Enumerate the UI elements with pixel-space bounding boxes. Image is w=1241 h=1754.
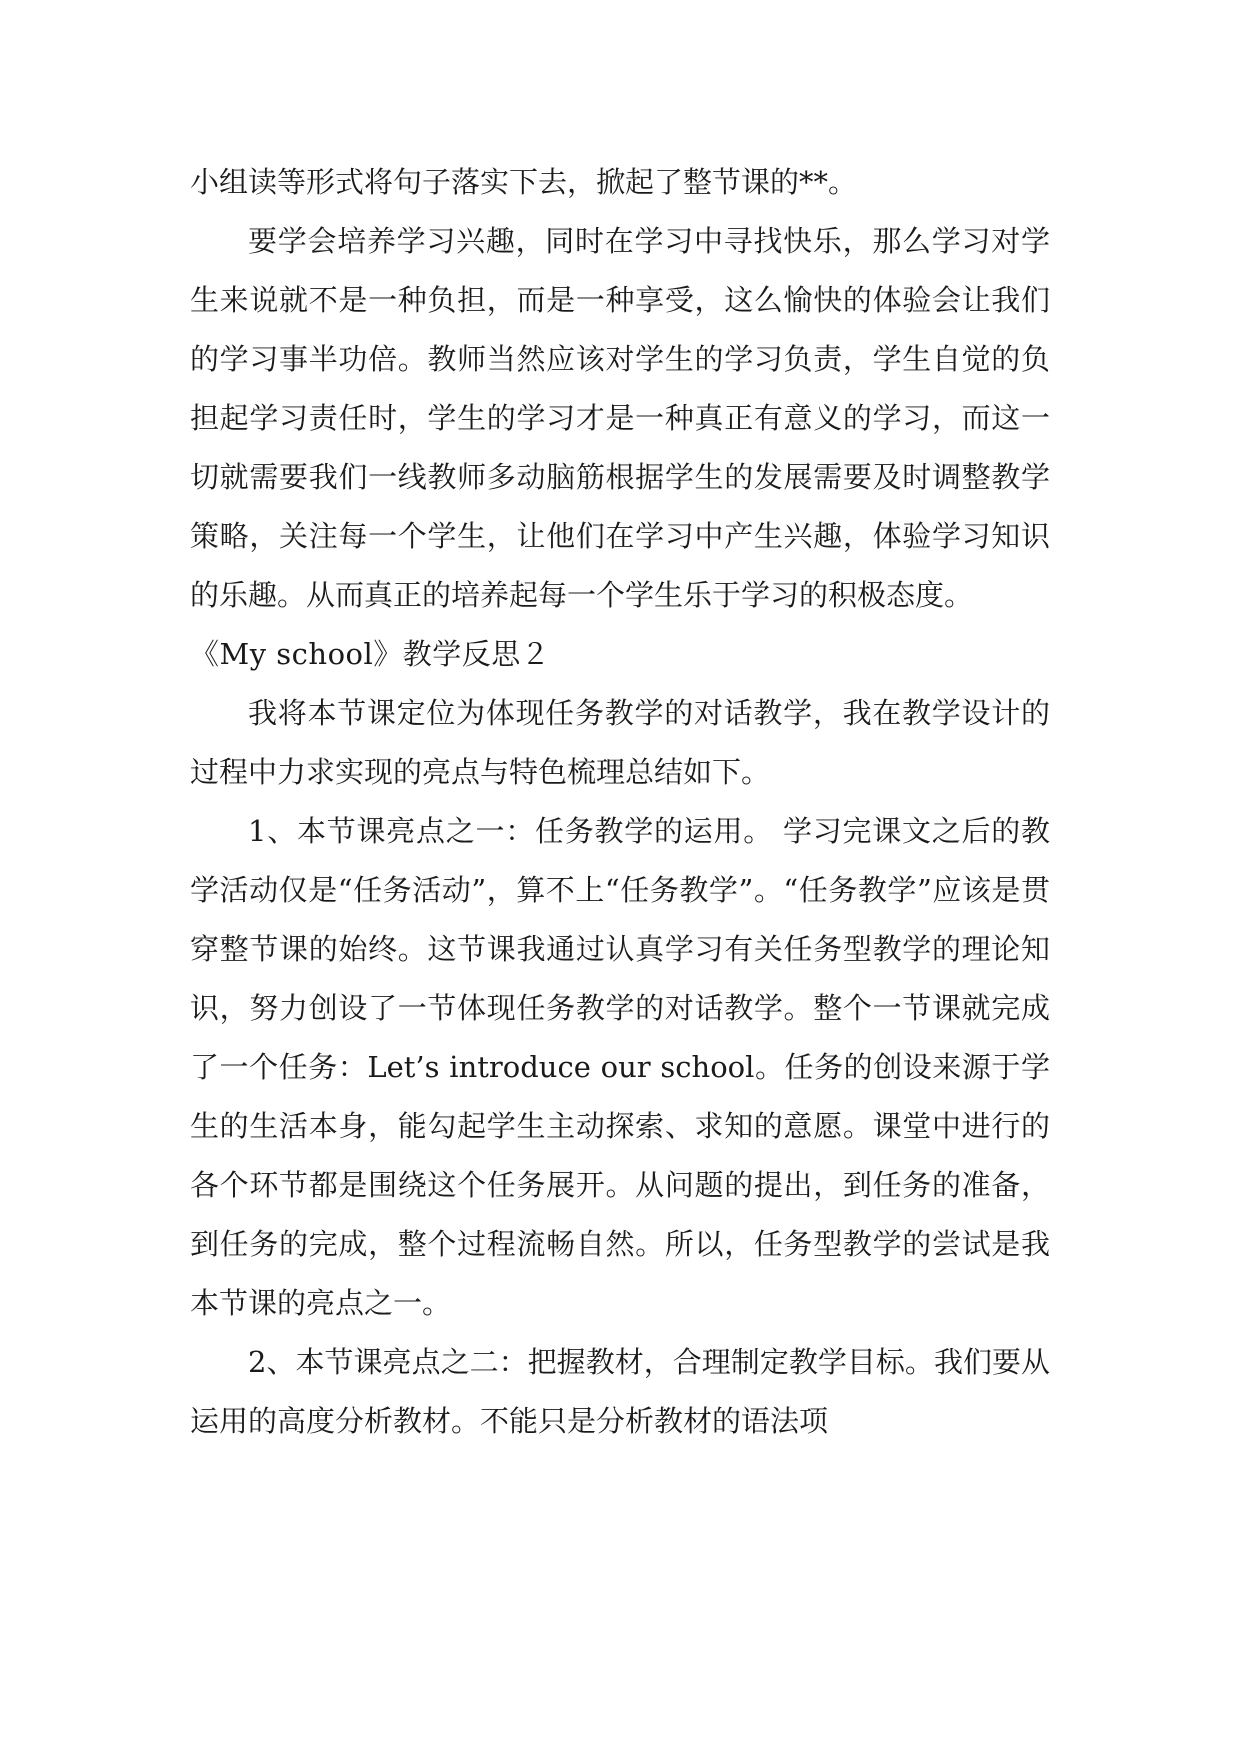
paragraph-highlight-2: 2、本节课亮点之二：把握教材，合理制定教学目标。我们要从运用的高度分析教材。不能只是分析教材的语法项 (190, 1345, 1050, 1438)
paragraph-interest: 要学会培养学习兴趣，同时在学习中寻找快乐，那么学习对学生来说就不是一种负担，而是一种享受，这么愉快的体验会让我们的学习事半功倍。教师当然应该对学生的学习负责，学生自觉的负担起学习责任时，学生的学习才是一种真正有意义的学习，而这一切就需要我们一线教师多动脑筋根据学生的发展需要及时调整教学策略，关注每一个学生，让他们在学习中产生兴趣，体验学习知识的乐趣。从而真正的培养起每一个学生乐于学习的积极态度。 (190, 224, 1050, 612)
paragraph-intro: 我将本节课定位为体现任务教学的对话教学，我在教学设计的过程中力求实现的亮点与特色梳理总结如下。 (190, 696, 1050, 789)
paragraph-continuation: 小组读等形式将句子落实下去，掀起了整节课的**。 (190, 165, 858, 199)
paragraph-highlight-1: 1、本节课亮点之一：任务教学的运用。 学习完课文之后的教学活动仅是“任务活动”，算不上“任务教学”。“任务教学”应该是贯穿整节课的始终。这节课我通过认真学习有关任务型教学的理论知识，努力创设了一节体现任务教学的对话教学。整个一节课就完成了一个任务：Let’s introduce our school。任务的创设来源于学生的生活本身，能勾起学生主动探索、求知的意愿。课堂中进行的各个环节都是围绕这个任务展开。从问题的提出，到任务的准备，到任务的完成，整个过程流畅自然。所以，任务型教学的尝试是我本节课的亮点之一。 (190, 814, 1050, 1320)
section-heading: 《My school》教学反思２ (190, 637, 551, 671)
document-page (190, 153, 1050, 1451)
